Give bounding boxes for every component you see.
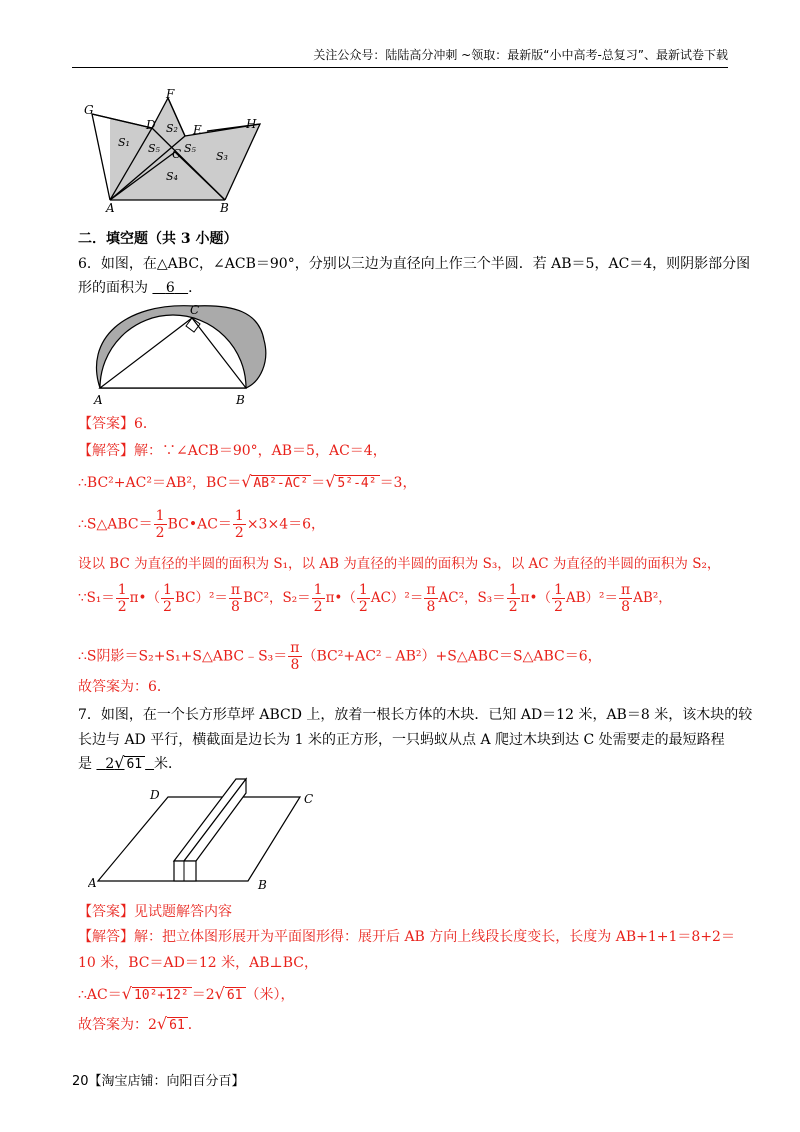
q7-final-rad: 61 bbox=[167, 1017, 188, 1033]
q7-stem-post: 米． bbox=[154, 756, 183, 772]
q6-solution-line6 bbox=[78, 640, 602, 673]
q7-sol3-rad: 61 bbox=[225, 987, 246, 1003]
q7-stem-line3 bbox=[78, 753, 182, 773]
q7-answer-coef: 2 bbox=[105, 756, 115, 772]
fraction-half: $\frac{1}{2}$ bbox=[234, 508, 244, 542]
q7-sol3-sqrt: 10²+12² bbox=[132, 987, 192, 1003]
region-S2: S₂ bbox=[166, 122, 178, 135]
fraction-half: $\frac{1}{2}$ bbox=[508, 582, 518, 616]
fraction-pi-over-8: $\frac{\pi}{8}$ bbox=[426, 582, 436, 616]
q6-final-answer: 故答案为：6． bbox=[78, 679, 171, 695]
fig7-label-A: A bbox=[88, 876, 97, 890]
q6-sol2-sqrt1: AB²-AC² bbox=[251, 475, 311, 491]
q6-stem-line2 bbox=[78, 277, 202, 297]
label-A: A bbox=[106, 201, 115, 215]
q6-answer-line: 【答案】6． bbox=[78, 416, 157, 432]
q7-solution-line2: 10 米，BC＝AD＝12 米，AB⊥BC， bbox=[78, 955, 318, 971]
region-S3: S₃ bbox=[216, 150, 228, 163]
q6-answer-blank bbox=[152, 280, 188, 296]
label-C: C bbox=[172, 147, 182, 161]
q6-solution-line4: 设以 BC 为直径的半圆的面积为 S₁，以 AB 为直径的半圆的面积为 S₃，以 AC 为直径的半圆的面积为 S₂， bbox=[78, 556, 721, 572]
q6-sol6-pre: ∴S阴影＝S₂+S₁+S△ABC﹣S₃＝ bbox=[78, 648, 288, 665]
q7-answer-line: 【答案】见试题解答内容 bbox=[78, 904, 232, 920]
fraction-half: $\frac{1}{2}$ bbox=[358, 582, 368, 616]
fig6-label-C: C bbox=[190, 303, 200, 317]
fig7-label-B: B bbox=[258, 878, 267, 892]
label-D: D bbox=[146, 118, 156, 132]
q7-answer-rad: 61 bbox=[124, 756, 145, 772]
q7-answer-blank: 2√ 61 bbox=[96, 756, 154, 772]
q6-sol6-post: （BC²+AC²﹣AB²）+S△ABC＝S△ABC＝6， bbox=[302, 648, 602, 665]
q7-solution-line1: 【解答】解：把立体图形展开为平面图形得：展开后 AB 方向上线段长度变长，长度为 AB+1+1＝8+2＝ bbox=[78, 929, 735, 945]
q6-sol3-text: ∴S△ABC＝ bbox=[78, 516, 153, 533]
q7-sol3-pre: ∴AC＝ bbox=[78, 987, 122, 1003]
q6-sol2-eq: ＝ bbox=[311, 475, 326, 491]
label-H: H bbox=[246, 117, 257, 131]
fraction-half: $\frac{1}{2}$ bbox=[553, 582, 563, 616]
region-S5b: S₅ bbox=[184, 142, 196, 155]
q6-sol2-text: ∴BC²+AC²＝AB²，BC＝ bbox=[78, 475, 242, 491]
q7-final-pre: 故答案为：2 bbox=[78, 1017, 157, 1033]
q7-sol3-mid: ＝2 bbox=[191, 987, 215, 1003]
q6-stem-end: ． bbox=[188, 280, 203, 296]
q6-sol5-g: AB）²＝ bbox=[565, 590, 618, 607]
q7-sol3-post: （米）， bbox=[245, 987, 295, 1003]
q7-stem-line2: 长边与 AD 平行，横截面是边长为 1 米的正方形，一只蚂蚁从点 A 爬过木块到达 C 处需要走的最短路程 bbox=[78, 732, 725, 748]
q7-solution-line3: ∴AC＝√ 10²+12² ＝2√ 61 （米）， bbox=[78, 984, 295, 1003]
region-S4: S₄ bbox=[166, 170, 178, 183]
q7-stem-pre: 是 bbox=[78, 756, 92, 772]
q6-answer-value: 6 bbox=[165, 280, 175, 296]
fraction-pi-over-8: $\frac{\pi}{8}$ bbox=[620, 582, 631, 616]
fraction-half: $\frac{1}{2}$ bbox=[155, 508, 165, 542]
fraction-half: $\frac{1}{2}$ bbox=[163, 582, 172, 616]
region-S1: S₁ bbox=[118, 136, 130, 149]
q7-stem-line1: 7．如图，在一个长方形草坪 ABCD 上，放着一根长方体的木块．已知 AD＝12 米，AB＝8 米，该木块的较 bbox=[78, 707, 753, 723]
page-footer: 20【淘宝店铺：向阳百分百】 bbox=[72, 1074, 245, 1089]
fraction-pi-over-8: $\frac{\pi}{8}$ bbox=[290, 640, 300, 674]
fig6-label-B: B bbox=[236, 393, 245, 407]
fraction-half: $\frac{1}{2}$ bbox=[313, 582, 323, 616]
q6-sol2-sqrt2: 5²-4² bbox=[335, 475, 379, 491]
q6-sol5-c: BC）²＝ bbox=[174, 590, 228, 607]
label-F: F bbox=[166, 88, 175, 101]
q6-stem-text: 形的面积为 bbox=[78, 280, 148, 296]
figure-squares-triangle bbox=[80, 88, 280, 218]
q6-sol5-e: AC）²＝ bbox=[370, 590, 424, 607]
fig7-label-C: C bbox=[304, 792, 314, 806]
label-E: E bbox=[193, 123, 202, 137]
fraction-pi-over-8: $\frac{\pi}{8}$ bbox=[230, 582, 241, 616]
q6-solution-line5 bbox=[78, 582, 672, 615]
fig6-label-A: A bbox=[94, 393, 103, 407]
q7-final-post: ． bbox=[187, 1017, 202, 1033]
q6-sol2-result: ＝3， bbox=[379, 475, 417, 491]
section-title: 二．填空题（共 3 小题） bbox=[78, 231, 238, 247]
fraction-half: $\frac{1}{2}$ bbox=[117, 582, 127, 616]
figure-lawn-block bbox=[88, 775, 328, 895]
page-header bbox=[72, 46, 728, 68]
q6-sol5-b: π•（ bbox=[129, 590, 161, 607]
q6-sol3-result: ×3×4＝6， bbox=[246, 516, 326, 533]
q6-solution-line3 bbox=[78, 508, 325, 541]
q6-sol5-f: AC²，S₃＝ bbox=[438, 590, 506, 607]
region-S5a: S₅ bbox=[148, 142, 160, 155]
q6-sol3-mid: BC•AC＝ bbox=[167, 516, 232, 533]
q6-sol5-b2: π•（ bbox=[325, 590, 356, 607]
q6-stem-line1: 6．如图，在△ABC，∠ACB＝90°，分别以三边为直径向上作三个半圆．若 AB＝5，AC＝4，则阴影部分图 bbox=[78, 256, 751, 272]
q6-solution-line2: ∴BC²+AC²＝AB²，BC＝√ AB²-AC² ＝√ 5²-4² ＝3， bbox=[78, 472, 417, 491]
label-G: G bbox=[84, 103, 94, 117]
q6-sol5-a: ∵S₁＝ bbox=[78, 590, 115, 607]
figure-semicircles bbox=[84, 300, 284, 410]
fig7-label-D: D bbox=[150, 788, 160, 802]
label-B: B bbox=[220, 201, 229, 215]
q7-final-answer: 故答案为：2√ 61 ． bbox=[78, 1014, 202, 1033]
q6-solution-line1: 【解答】解：∵∠ACB＝90°，AB＝5，AC＝4， bbox=[78, 443, 387, 459]
q6-sol5-b3: π•（ bbox=[520, 590, 551, 607]
q6-sol5-h: AB²， bbox=[633, 590, 672, 607]
q6-sol5-d: BC²，S₂＝ bbox=[243, 590, 311, 607]
header-text: 关注公众号：陆陆高分冲刺 ~领取：最新版“小中高考-总复习”、最新试卷下载 bbox=[313, 48, 728, 62]
